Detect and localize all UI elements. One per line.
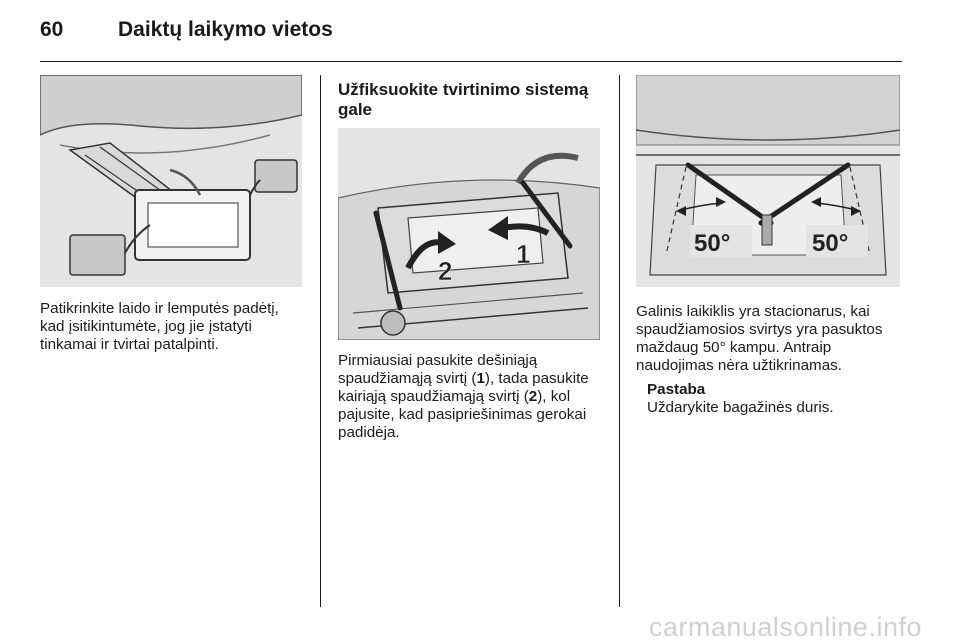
heading-line: Užfiksuokite tvirtinimo sistemą [338, 80, 589, 99]
note-block [647, 381, 907, 417]
header-rule [40, 61, 902, 62]
figure-lock-levers [338, 128, 600, 340]
text-line: pajusite, kad pasipriešinimas gerokai [338, 406, 587, 423]
heading-line: gale [338, 100, 373, 119]
lever-label-2: 2 [438, 256, 453, 286]
figure-lever-angle [636, 75, 900, 287]
text-line: kad įsitikintumėte, jog jie įstatyti [40, 318, 252, 335]
page-number: 60 [40, 18, 64, 41]
column3-text [636, 303, 911, 375]
text-line: kairiąją spaudžiamąją svirtį (2), kol [338, 388, 571, 405]
angle-label-left: 50° [694, 230, 731, 257]
note-text: Uždarykite bagažinės duris. [647, 399, 834, 416]
text-line: tinkamai ir tvirtai patalpinti. [40, 336, 219, 353]
text-line: padidėja. [338, 424, 400, 441]
text-line: Pirmiausiai pasukite dešiniąją [338, 352, 538, 369]
figure-lever-angle-illustration [636, 75, 900, 287]
note-title: Pastaba [647, 381, 706, 398]
column1-text [40, 300, 315, 354]
watermark: carmanualsonline.info [648, 612, 922, 642]
lever-ref-1: 1 [476, 370, 485, 387]
text-line: naudojimas nėra užtikrinamas. [636, 357, 842, 374]
text-line: maždaug 50° kampu. Antraip [636, 339, 832, 356]
text-line: Patikrinkite laido ir lemputės padėtį, [40, 300, 279, 317]
column2-text [338, 352, 613, 442]
figure-lock-levers-illustration [338, 128, 600, 340]
column-divider-left [320, 75, 321, 607]
angle-label-right: 50° [812, 230, 849, 257]
text-line: Galinis laikiklis yra stacionarus, kai [636, 303, 870, 320]
figure-lamp-check-illustration [40, 75, 302, 287]
lever-ref-2: 2 [528, 388, 538, 405]
column-divider-right [619, 75, 620, 607]
page-title: Daiktų laikymo vietos [118, 18, 333, 41]
lever-label-1: 1 [516, 239, 531, 269]
text-line: spaudžiamąją svirtį (1), tada pasukite [338, 370, 589, 387]
section-heading [338, 80, 613, 120]
text-line: spaudžiamosios svirtys yra pasuktos [636, 321, 883, 338]
figure-lamp-check [40, 75, 302, 287]
